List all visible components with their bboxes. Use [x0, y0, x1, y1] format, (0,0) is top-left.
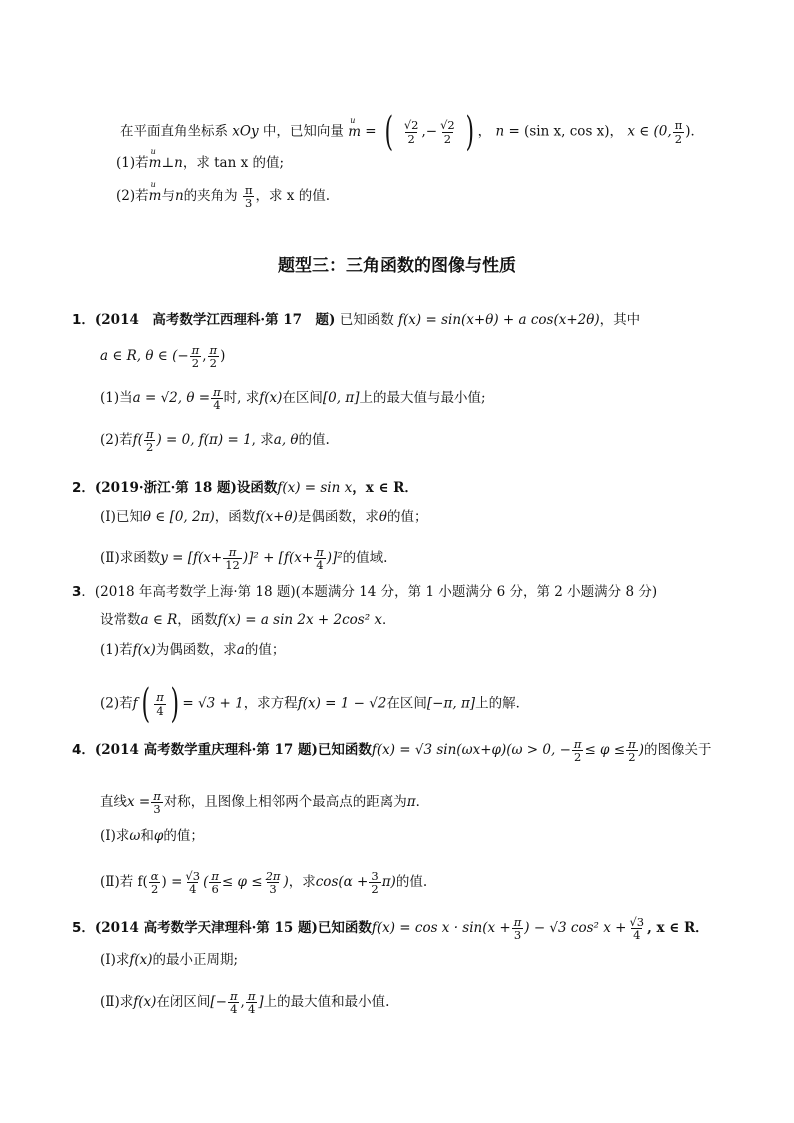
problem-2-q2: (Ⅱ)求函数y = [f(x+ $\frac{\pi}{12}$ )]² + [f(x+ $\frac{\pi}{4}$ )]²的值域. — [100, 545, 388, 573]
vector-m: u m — [348, 126, 361, 140]
intro-text-mid: 中，已知向量 — [262, 123, 344, 140]
problem-5-header: 5．(2014 高考数学天津理科·第 15 题)已知函数f(x) = cos x · sin(x + $\frac{\pi}{3}$ ) − √3 cos² x + $\frac{√3}{4}$ , x ∈ R． — [72, 915, 709, 943]
section-title: 题型三：三角函数的图像与性质 — [278, 256, 516, 276]
vector-n: n — [495, 123, 505, 140]
x-range-frac: $\frac{\pi}{2}$ — [674, 118, 683, 146]
m-fraction-1: $\frac{√2}{2}$ — [403, 118, 419, 146]
problem-3-header: 3．(2018 年高考数学上海·第 18 题)(本题满分 14 分，第 1 小题满分 6 分，第 2 小题满分 8 分) — [72, 584, 658, 600]
right-paren: ) — [465, 109, 475, 155]
problem-4-q1: (Ⅰ)求ω和φ的值； — [100, 828, 204, 844]
problem-5-q2: (Ⅱ)求f(x)在闭区间[− $\frac{\pi}{4}$ , $\frac{\pi}{4}$ ]上的最大值和最小值. — [100, 989, 390, 1017]
intro-text: 在平面直角坐标系 — [120, 123, 228, 140]
problem-2-q1: (Ⅰ)已知θ ∈ [0, 2π)，函数f(x+θ)是偶函数，求θ的值； — [100, 509, 428, 525]
problem-2-header: 2．(2019·浙江·第 18 题)设函数f(x) = sin x，x ∈ R． — [72, 480, 418, 496]
coord-system: xOy — [232, 123, 259, 140]
intro-line-1: 在平面直角坐标系 xOy 中，已知向量 u m = ( $\frac{√2}{2}$ ,− $\frac{√2}{2}$ ) ， n = (sin x, cos x)， x ∈ (0, $\frac{\pi}{2}$ )． — [120, 112, 704, 152]
problem-3-q2: (2)若f( $\frac{\pi}{4}$ ) = √3 + 1，求方程f(x) = 1 − √2在区间[−π, π]上的解． — [100, 681, 530, 727]
problem-function: f(x) = sin(x+θ) + a cos(x+2θ) — [398, 312, 600, 328]
problem-source: ．(2014 高考数学江西理科·第 17 题) — [81, 312, 336, 328]
problem-1-q1: (1)当a = √2, θ = $\frac{\pi}{4}$ 时, 求f(x)在区间[0, π]上的最大值与最小值; — [100, 385, 486, 413]
left-paren: ( — [384, 109, 394, 155]
x-range: x ∈ (0, — [627, 123, 672, 140]
m-fraction-2: $\frac{√2}{2}$ — [440, 118, 455, 146]
problem-4-q2: (Ⅱ)若 f( $\frac{\alpha}{2}$ ) = $\frac{√3}{4}$ ( $\frac{\pi}{6}$ ≤ φ ≤ $\frac{2\pi}{3}$ )，求cos(α + $\frac{3}{2}$ π)的值. — [100, 869, 428, 897]
problem-4-header: 4．(2014 高考数学重庆理科·第 17 题)已知函数f(x) = √3 sin(ωx+φ)(ω > 0, − $\frac{\pi}{2}$ ≤ φ ≤ $\frac{\pi}{2}$ )的图像关于 — [72, 737, 712, 765]
problem-5-q1: (Ⅰ)求f(x)的最小正周期; — [100, 952, 239, 968]
problem-number: 1 — [72, 312, 82, 328]
intro-q1: (1)若u m⊥n，求 tan x 的值; — [116, 157, 284, 171]
problem-4-line2: 直线x = $\frac{\pi}{3}$ 对称，且图像上相邻两个最高点的距离为π． — [100, 789, 430, 817]
problem-1-header: 1．(2014 高考数学江西理科·第 17 题) 已知函数 f(x) = sin(x+θ) + a cos(x+2θ)，其中 — [72, 312, 641, 328]
n-definition: = (sin x, cos x) — [508, 123, 610, 140]
problem-3-q1: (1)若f(x)为偶函数，求a的值； — [100, 642, 286, 658]
intro-q2: (2)若u m与n的夹角为 $\frac{\pi}{3}$ ，求 x 的值. — [116, 184, 330, 209]
problem-1-q2: (2)若f( $\frac{\pi}{2}$ ) = 0, f(π) = 1, 求a, θ的值. — [100, 427, 330, 455]
problem-3-setup: 设常数a ∈ R，函数f(x) = a sin 2x + 2cos² x． — [100, 612, 396, 628]
problem-1-condition: a ∈ R, θ ∈ (− $\frac{\pi}{2}$ , $\frac{\pi}{2}$ ) — [100, 343, 226, 371]
